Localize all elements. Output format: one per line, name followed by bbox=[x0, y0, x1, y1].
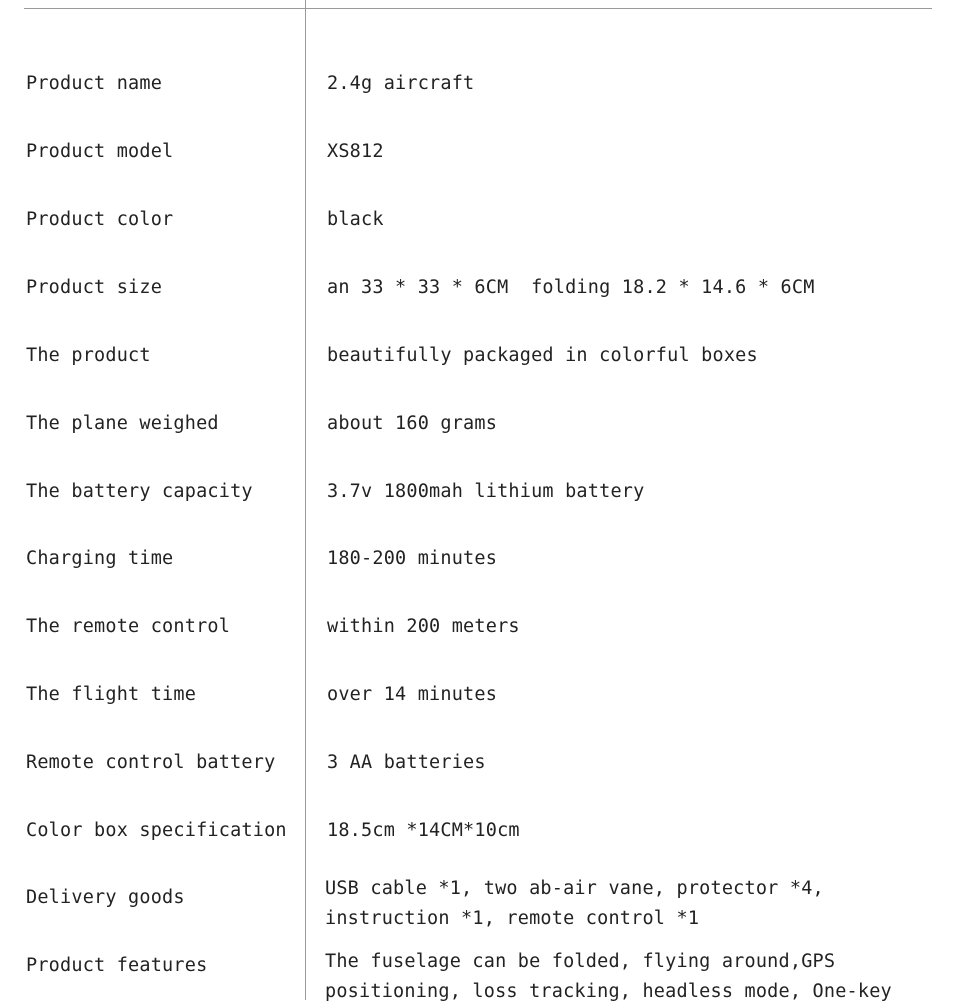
spec-value-remote-battery: 3 AA batteries bbox=[327, 752, 486, 773]
spec-value-delivery-goods bbox=[325, 874, 824, 934]
spec-label-delivery-goods: Delivery goods bbox=[26, 887, 185, 908]
spec-label-flight-time: The flight time bbox=[26, 684, 197, 705]
spec-label-remote-battery: Remote control battery bbox=[26, 752, 276, 773]
top-divider bbox=[24, 8, 932, 9]
spec-value-product-name: 2.4g aircraft bbox=[327, 73, 475, 94]
spec-value-box-spec: 18.5cm *14CM*10cm bbox=[327, 820, 520, 841]
spec-label-product-model: Product model bbox=[26, 141, 174, 162]
spec-value-flight-time: over 14 minutes bbox=[327, 684, 498, 705]
spec-label-weight: The plane weighed bbox=[26, 413, 219, 434]
spec-value-line: The fuselage can be folded, flying around,GPS bbox=[325, 951, 836, 972]
spec-label-box-spec: Color box specification bbox=[26, 820, 287, 841]
spec-label-charging-time: Charging time bbox=[26, 548, 174, 569]
spec-value-weight: about 160 grams bbox=[327, 413, 498, 434]
spec-value-product-model: XS812 bbox=[327, 141, 384, 162]
spec-value-charging-time: 180-200 minutes bbox=[327, 548, 498, 569]
spec-value-product-features bbox=[325, 947, 892, 1007]
spec-value-line: positioning, loss tracking, headless mode, One-key bbox=[325, 981, 892, 1002]
spec-label-battery-capacity: The battery capacity bbox=[26, 481, 253, 502]
spec-value-remote-range: within 200 meters bbox=[327, 616, 520, 637]
spec-label-product-name: Product name bbox=[26, 73, 163, 94]
spec-label-product-color: Product color bbox=[26, 209, 174, 230]
spec-value-line: USB cable *1, two ab-air vane, protector *4, bbox=[325, 878, 824, 899]
spec-value-line: instruction *1, remote control *1 bbox=[325, 908, 700, 929]
spec-value-packaging: beautifully packaged in colorful boxes bbox=[327, 345, 758, 366]
spec-label-product-features: Product features bbox=[26, 955, 208, 976]
spec-value-battery-capacity: 3.7v 1800mah lithium battery bbox=[327, 481, 645, 502]
spec-value-product-color: black bbox=[327, 209, 384, 230]
spec-value-product-size: an 33 * 33 * 6CM folding 18.2 * 14.6 * 6CM bbox=[327, 277, 815, 298]
spec-label-packaging: The product bbox=[26, 345, 151, 366]
spec-label-remote-range: The remote control bbox=[26, 616, 231, 637]
spec-label-product-size: Product size bbox=[26, 277, 163, 298]
column-divider bbox=[305, 0, 306, 1000]
